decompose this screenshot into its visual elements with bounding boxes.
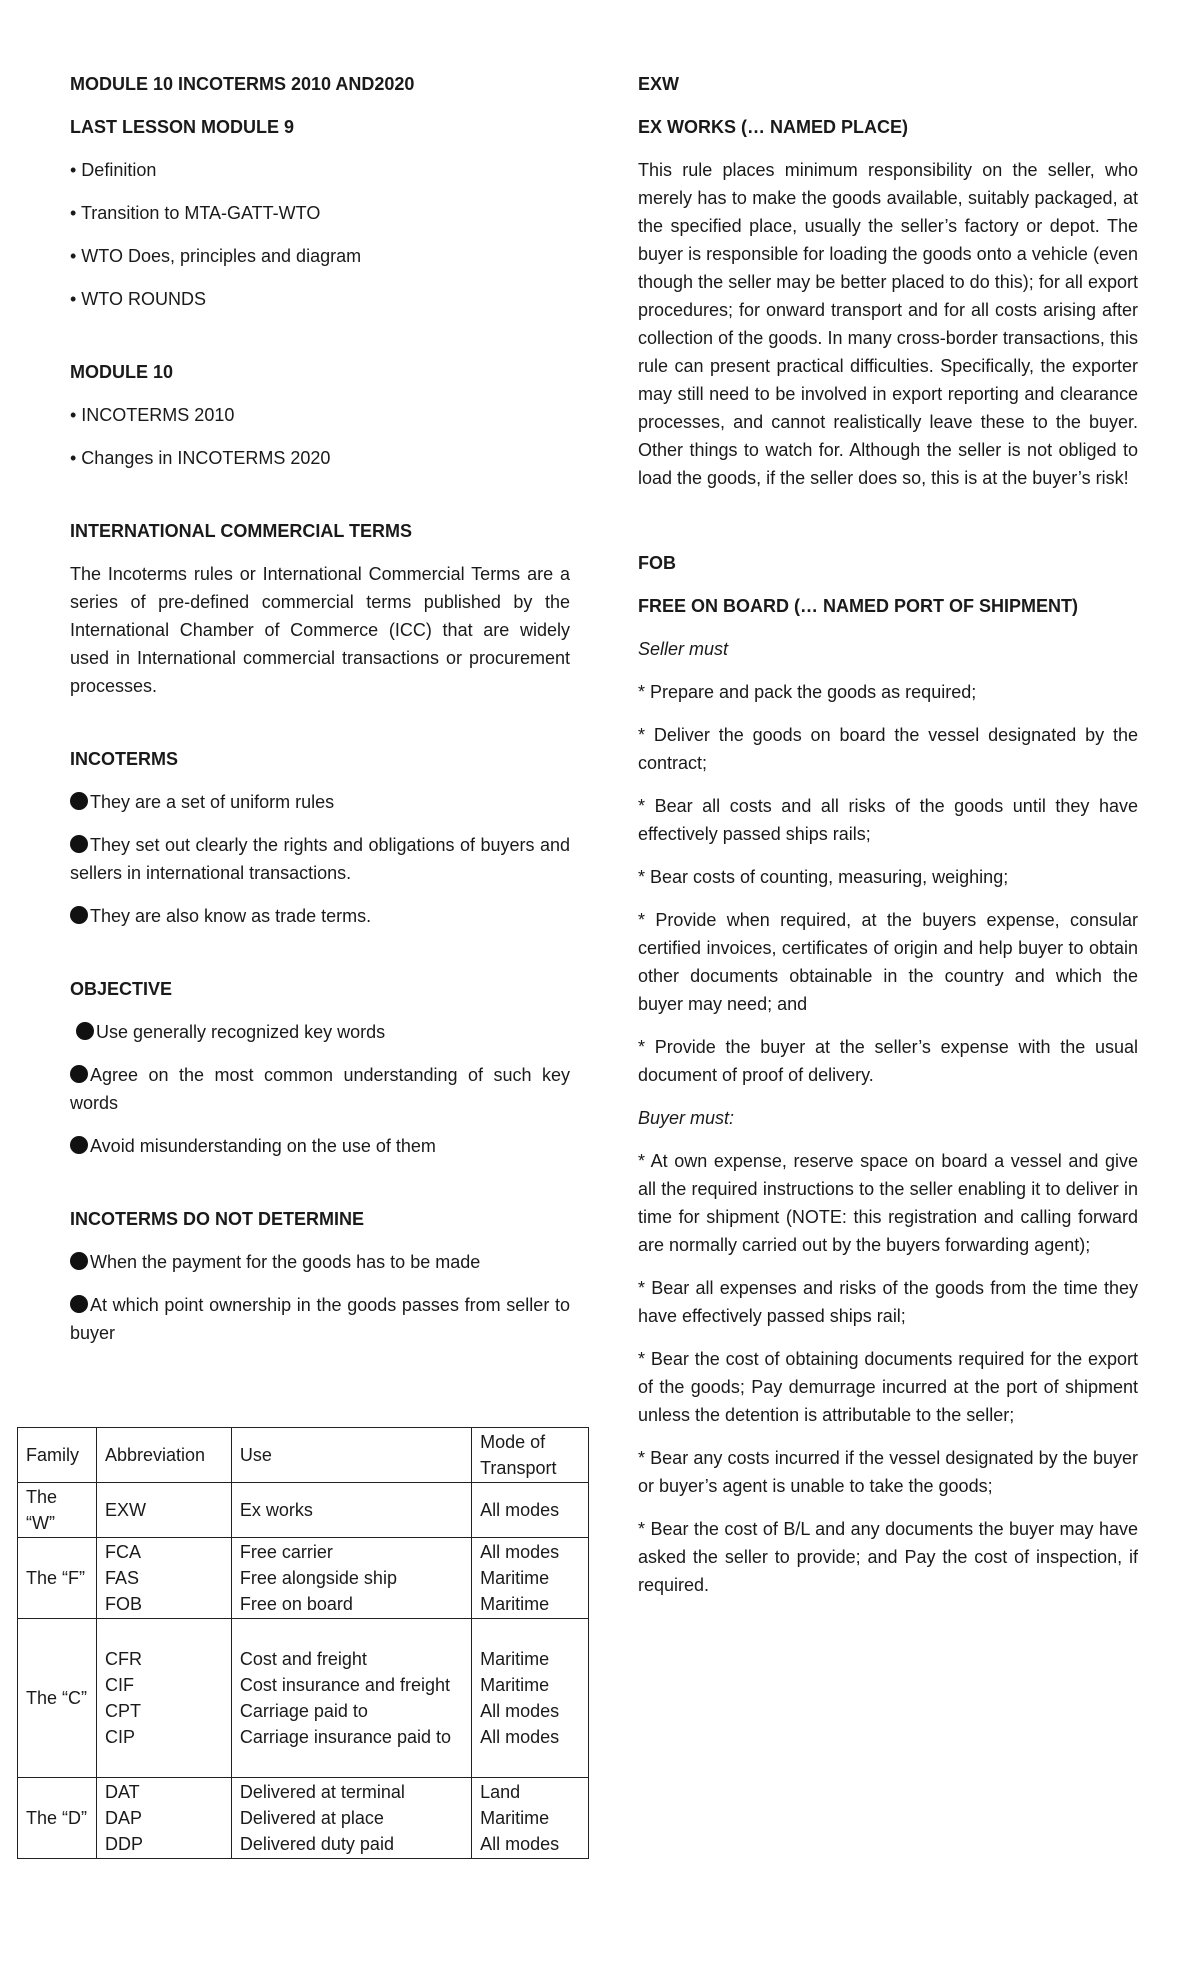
mode-cell: All modes Maritime Maritime: [472, 1538, 589, 1619]
table-header: Use: [231, 1428, 471, 1483]
list-item: They are also know as trade terms.: [70, 902, 570, 930]
bullet-dot-icon: [70, 1065, 88, 1083]
mode-cell: All modes: [472, 1483, 589, 1538]
list-item: • Transition to MTA-GATT-WTO: [70, 203, 321, 223]
objective-heading: OBJECTIVE: [70, 979, 173, 999]
list-item: * Deliver the goods on board the vessel designated by the contract;: [638, 725, 1138, 773]
left-column: [70, 70, 570, 1362]
list-item: * Bear all costs and all risks of the goods until they have effectively passed ships rails;: [638, 796, 1138, 844]
family-cell: The “F”: [18, 1538, 97, 1619]
seller-label: Seller must: [638, 639, 729, 659]
abbr-cell: EXW: [96, 1483, 231, 1538]
use-cell: Ex works: [231, 1483, 471, 1538]
table-header: Abbreviation: [96, 1428, 231, 1483]
table-row: [18, 1483, 589, 1538]
abbr-cell: DAT DAP DDP: [96, 1778, 231, 1859]
fob-subheading: FREE ON BOARD (… NAMED PORT OF SHIPMENT): [638, 596, 1078, 616]
bullet-dot-icon: [70, 792, 88, 810]
list-item: * Bear any costs incurred if the vessel designated by the buyer or buyer’s agent is unable to take the goods;: [638, 1448, 1138, 1496]
exw-heading: EXW: [638, 74, 680, 94]
table-row: [18, 1538, 589, 1619]
list-item: Avoid misunderstanding on the use of them: [70, 1132, 570, 1160]
list-item: • INCOTERMS 2010: [70, 405, 235, 425]
ict-paragraph: The Incoterms rules or International Commercial Terms are a series of pre-defined commercial terms published by the International Chamber of Commerce (ICC) that are widely used in International commercial transactions or procurement processes.: [70, 564, 570, 696]
table-header: Mode of Transport: [472, 1428, 589, 1483]
last-lesson-heading: LAST LESSON MODULE 9: [70, 117, 295, 137]
ict-heading: INTERNATIONAL COMMERCIAL TERMS: [70, 521, 412, 541]
list-item: * Bear all expenses and risks of the goods from the time they have effectively passed ships rail;: [638, 1278, 1138, 1326]
bullet-dot-icon: [70, 1136, 88, 1154]
bullet-dot-icon: [70, 906, 88, 924]
list-item: • Changes in INCOTERMS 2020: [70, 448, 331, 468]
list-item: Use generally recognized key words: [70, 1018, 570, 1046]
list-item: They set out clearly the rights and obligations of buyers and sellers in international transactions.: [70, 835, 570, 883]
table-row: [18, 1778, 589, 1859]
list-item: • WTO ROUNDS: [70, 289, 206, 309]
list-item: Agree on the most common understanding of such key words: [70, 1065, 570, 1113]
family-cell: The “C”: [18, 1619, 97, 1778]
exw-subheading: EX WORKS (… NAMED PLACE): [638, 117, 908, 137]
use-cell: Free carrier Free alongside ship Free on board: [231, 1538, 471, 1619]
table-header-row: [18, 1428, 589, 1483]
buyer-label: Buyer must:: [638, 1108, 735, 1128]
list-item: • Definition: [70, 160, 157, 180]
list-item: * Bear the cost of B/L and any documents the buyer may have asked the seller to provide; and Pay the cost of inspection, if required.: [638, 1519, 1138, 1595]
mode-cell: Land Maritime All modes: [472, 1778, 589, 1859]
table-row: [18, 1619, 589, 1778]
abbr-cell: FCA FAS FOB: [96, 1538, 231, 1619]
use-cell: Cost and freight Cost insurance and freight Carriage paid to Carriage insurance paid to: [231, 1619, 471, 1778]
list-item: * Provide the buyer at the seller’s expense with the usual document of proof of delivery.: [638, 1037, 1138, 1085]
list-item: * At own expense, reserve space on board a vessel and give all the required instructions to the seller enabling it to deliver in time for shipment (NOTE: this registration and calling forward are normally carried out by the buyers forwarding agent);: [638, 1151, 1138, 1255]
list-item: * Provide when required, at the buyers expense, consular certified invoices, certificates of origin and help buyer to obtain other documents obtainable in the country and which the buyer may need; and: [638, 910, 1138, 1014]
bullet-dot-icon: [76, 1022, 94, 1040]
right-column: [638, 70, 1138, 1614]
mode-cell: Maritime Maritime All modes All modes: [472, 1619, 589, 1778]
table-header: Family: [18, 1428, 97, 1483]
bullet-dot-icon: [70, 1252, 88, 1270]
exw-paragraph: This rule places minimum responsibility on the seller, who merely has to make the goods available, suitably packaged, at the specified place, usually the seller’s factory or depot. The buyer is responsible for loading the goods onto a vehicle (even though the seller may be better placed to do this); for all export procedures; for onward transport and for all costs arising after collection of the goods. In many cross-border transactions, this rule can present practical difficulties. Specifically, the exporter may still need to be involved in export reporting and clearance processes, and cannot realistically leave these to the buyer. Other things to watch for. Although the seller is not obliged to load the goods, if the seller does so, this is at the buyer’s risk!: [638, 160, 1138, 488]
incoterms-table: [17, 1427, 589, 1859]
fob-heading: FOB: [638, 553, 676, 573]
bullet-dot-icon: [70, 1295, 88, 1313]
list-item: * Prepare and pack the goods as required;: [638, 682, 977, 702]
document-title: MODULE 10 INCOTERMS 2010 AND2020: [70, 74, 415, 94]
family-cell: The “D”: [18, 1778, 97, 1859]
use-cell: Delivered at terminal Delivered at place Delivered duty paid: [231, 1778, 471, 1859]
list-item: * Bear the cost of obtaining documents required for the export of the goods; Pay demurrage incurred at the port of shipment unless the detention is attributable to the seller;: [638, 1349, 1138, 1425]
family-cell: The “W”: [18, 1483, 97, 1538]
module10-heading: MODULE 10: [70, 362, 174, 382]
incoterms-heading: INCOTERMS: [70, 749, 178, 769]
abbr-cell: CFR CIF CPT CIP: [96, 1619, 231, 1778]
list-item: They are a set of uniform rules: [70, 788, 570, 816]
bullet-dot-icon: [70, 835, 88, 853]
list-item: At which point ownership in the goods passes from seller to buyer: [70, 1295, 570, 1343]
list-item: • WTO Does, principles and diagram: [70, 246, 362, 266]
list-item: When the payment for the goods has to be made: [70, 1248, 570, 1276]
list-item: * Bear costs of counting, measuring, weighing;: [638, 867, 1009, 887]
not-determine-heading: INCOTERMS DO NOT DETERMINE: [70, 1209, 365, 1229]
